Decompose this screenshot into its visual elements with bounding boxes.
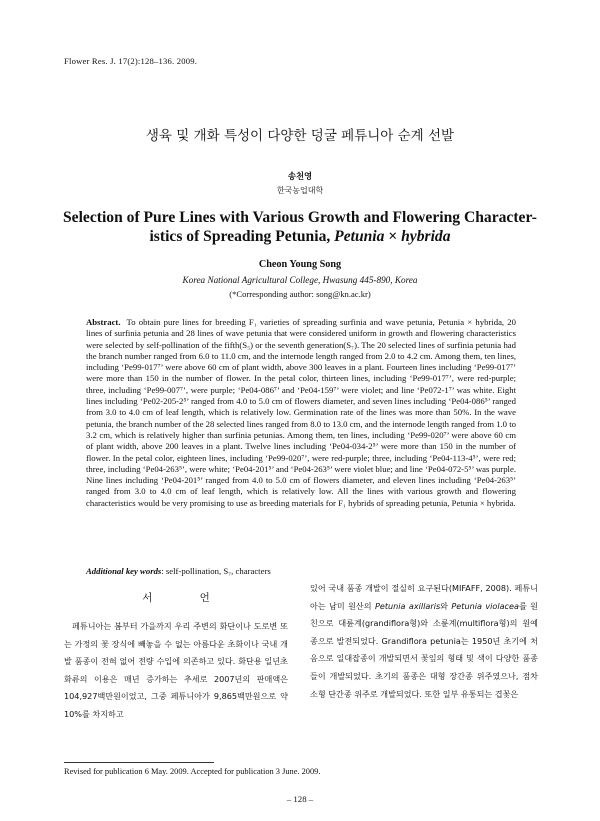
- english-title-genus: Petunia: [334, 228, 385, 245]
- abstract-text: To obtain pure lines for breeding F₁ varieties of spreading surfinia and wave petunia, Petunia × hybrida, 20 lines of surfinia petunia and 28 lines of wave petunia that were considered uniform in growth and flowering characteristics were selected by self-pollination of the fifth(S₅) or the seventh generation(S₇). The 20 selected lines of surfinia petunia had the branch number ranged from 6.0 to 11.0 cm, and the internode length ranged from 2.0 to 4.2 cm. Among them, ten lines, including ‘Pe99-017⁷’ were above 60 cm of plant width, above 300 leaves in a plant. Fourteen lines including ‘Pe99-017⁷’ were more than 150 in the number of flower. In the petal color, thirteen lines, including ‘Pe99-017⁷’, were red-purple; three, including ‘Pe99-007⁷’, were purple; ‘Pe04-086⁷’ and ‘Pe04-159⁷’ were violet; and line ‘Pe072-1⁷’ was white. Eight lines including ‘Pe02-205-2⁵’ ranged from 4.0 to 5.0 cm of flowers diameter, and seven lines including ‘Pe04-086⁵’ ranged from 3.0 to 4.0 cm of leaf length, which is relatively low. Germination rate of the lines was more than 50%. In the wave petunia, the branch number of the 28 selected lines ranged from 8.0 to 13.0 cm, and the internode length ranged from 1.0 to 3.2 cm, which is relatively higher than surfinia petunias. Among them, ten lines, including ‘Pe99-020⁷’ were above 60 cm of plant width, above 200 leaves in a plant. Twelve lines including ‘Pe04-034-2⁵’ were more than 150 in the number of flower. In the petal color, eighteen lines, including ‘Pe99-020⁷’, were red-purple; three, including ‘Pe04-113-4⁵’, were red; three, including ‘Pe04-263⁵’, were white; ‘Pe04-201⁵’ and ‘Pe04-263⁵’ were violet blue; and line ‘Pe04-072-5⁵’ was purple. Nine lines including ‘Pe04-201⁵’ ranged from 4.0 to 5.0 cm of flowers diameter, and eleven lines including ‘Pe04-263⁵’ ranged from 3.0 to 4.0 cm of leaf length, which is relatively low. All the lines with various growth and flowering characteristics would be very promising to use as breeding materials for F₁ hybrids of spreading petunia, Petunia × hybrida.: [86, 317, 516, 508]
- english-author: Cheon Young Song: [258, 259, 342, 270]
- publication-footnote: Revised for publication 6 May. 2009. Accepted for publication 3 June. 2009.: [64, 767, 321, 776]
- keywords: [86, 566, 516, 576]
- english-title: [60, 208, 540, 246]
- abstract: [86, 317, 516, 509]
- korean-author: 송천영: [287, 171, 313, 181]
- english-title-line2: istics of Spreading Petunia,: [149, 228, 335, 245]
- abstract-label: Abstract.: [86, 317, 121, 327]
- intro-paragraph: 페튜니아는 봄부터 가을까지 우리 주변의 화단이나 도로변 또는 가정의 꽃 장식에 빼놓을 수 없는 아름다운 초화이나 국내 개발 품종이 전혀 없어 전량 수입에 의존하고 있다. 화단용 일년초화류의 이용은 매년 증가하는 추세로 2007년의 판매액은 104,927백만원이었고, 그중 페튜니아가 9,865백만원으로 약 10%를 차지하고: [64, 621, 288, 719]
- english-title-species: hybrida: [401, 228, 451, 245]
- page-number: – 128 –: [286, 794, 314, 804]
- corresponding-author: (*Corresponding author: song@kn.ac.kr): [229, 289, 371, 299]
- journal-citation: Flower Res. J. 17(2):128–136. 2009.: [64, 56, 198, 66]
- keywords-label: Additional key words: [86, 566, 162, 576]
- body-text: 를 원친으로 대륜계(grandiflora형)와 소륜계(multiflora형)의 원예종으로 발전되었다. Grandiflora petunia는 1950년 초기에 처음으로 일대잡종이 개발되면서 꽃잎의 형태 및 색이 다양한 품종들이 개발되었다. 초기의 품종은 대형 장간종 위주였으나, 점차 소형 단간종 위주로 개발되었다. 또한 일부 유통되는 겹꽃은: [310, 600, 538, 699]
- body-text: 와: [440, 600, 452, 611]
- footnote-divider: [64, 762, 214, 763]
- species-name: Petunia axillaris: [375, 600, 441, 611]
- english-title-cross: ×: [384, 228, 402, 245]
- keywords-text: : self-pollination, S₇, characters: [161, 566, 271, 576]
- body-text: 있어 국내 품종 개발이 절실히 요구된다(MIFAFF, 2008). 페튜니아는 남미 원산의: [310, 583, 538, 611]
- korean-affiliation: 한국농업대학: [276, 186, 324, 195]
- species-name: Petunia violacea: [451, 600, 519, 611]
- body-column-left: [64, 618, 288, 724]
- body-column-right: [310, 580, 538, 703]
- section-heading-introduction: 서 언: [142, 592, 232, 604]
- english-affiliation: Korea National Agricultural College, Hwasung 445-890, Korea: [182, 275, 418, 285]
- intro-paragraph-continued: [310, 580, 538, 703]
- korean-title: 생육 및 개화 특성이 다양한 덩굴 페튜니아 순계 선발: [145, 128, 455, 144]
- english-title-line1: Selection of Pure Lines with Various Growth and Flowering Character-: [62, 209, 537, 226]
